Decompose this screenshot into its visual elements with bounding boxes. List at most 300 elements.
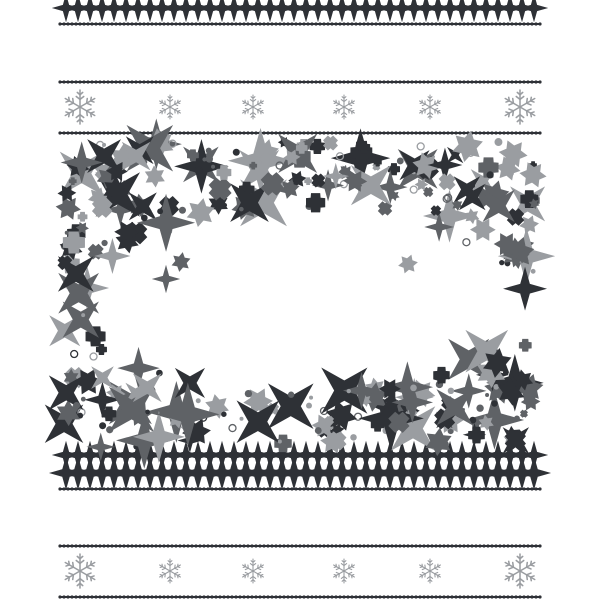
four-point-sparkle-icon <box>161 274 171 284</box>
bead-dot <box>482 22 485 25</box>
bead-dot <box>282 487 285 490</box>
bead-dot <box>238 80 241 83</box>
snowflake-icon <box>418 95 441 119</box>
bead-dot <box>254 544 257 547</box>
bead-dot <box>250 595 253 598</box>
bead-dot <box>278 544 281 547</box>
bead-dot <box>98 595 101 598</box>
bead-dot <box>474 487 477 490</box>
bead-dot <box>346 80 349 83</box>
bead-dot <box>230 487 233 490</box>
bead-dot <box>414 544 417 547</box>
bead-dot <box>266 595 269 598</box>
bead-dot <box>58 544 61 547</box>
bead-dot <box>238 131 241 134</box>
snowflake-icon <box>241 95 264 119</box>
bead-dot <box>318 487 321 490</box>
bead-dot <box>82 544 85 547</box>
ring-mark <box>417 143 424 150</box>
bead-dot <box>118 544 121 547</box>
bead-dot <box>162 595 165 598</box>
bead-dot <box>294 80 297 83</box>
bead-dot <box>270 595 273 598</box>
bead-dot <box>418 487 421 490</box>
bead-dot <box>266 487 269 490</box>
bead-dot <box>342 131 345 134</box>
bead-dot <box>82 595 85 598</box>
bead-dot <box>218 80 221 83</box>
bead-dot <box>362 544 365 547</box>
bead-dot <box>98 131 101 134</box>
bead-dot <box>350 22 353 25</box>
bead-dot <box>374 22 377 25</box>
bead-dot <box>334 80 337 83</box>
bead-dot <box>94 595 97 598</box>
bead-dot <box>226 131 229 134</box>
bead-dot <box>222 544 225 547</box>
bead-dot <box>58 80 61 83</box>
bead-dot <box>82 487 85 490</box>
bead-dot <box>178 22 181 25</box>
bead-dot <box>510 80 513 83</box>
bead-dot <box>138 595 141 598</box>
bead-dot <box>490 80 493 83</box>
bead-dot <box>374 595 377 598</box>
bead-dot <box>406 80 409 83</box>
bead-dot <box>58 131 61 134</box>
bead-dot <box>146 595 149 598</box>
bead-dot <box>250 131 253 134</box>
bead-dot <box>446 544 449 547</box>
bead-dot <box>274 80 277 83</box>
bead-dot <box>514 131 517 134</box>
bead-dot <box>354 487 357 490</box>
six-point-star-icon <box>432 434 446 449</box>
bead-dot <box>382 544 385 547</box>
bead-dot <box>74 80 77 83</box>
bead-dot <box>222 487 225 490</box>
bead-dot <box>434 22 437 25</box>
bead-dot <box>374 487 377 490</box>
bead-dot <box>94 131 97 134</box>
bead-dot <box>166 80 169 83</box>
bead-dot <box>534 80 537 83</box>
bead-dot <box>102 22 105 25</box>
bead-dot <box>406 22 409 25</box>
bead-dot <box>450 22 453 25</box>
dot-mark <box>73 402 80 409</box>
bead-dot <box>102 544 105 547</box>
bead-dot <box>462 544 465 547</box>
border-bands <box>58 3 541 599</box>
bead-dot <box>414 22 417 25</box>
bead-dot <box>86 487 89 490</box>
bead-dot <box>422 131 425 134</box>
bead-dot <box>118 595 121 598</box>
bead-dot <box>110 80 113 83</box>
dot-mark <box>494 138 502 146</box>
bead-dot <box>382 22 385 25</box>
bead-dot <box>398 595 401 598</box>
bead-dot <box>106 595 109 598</box>
bead-dot <box>62 487 65 490</box>
bead-dot <box>466 595 469 598</box>
bead-dot <box>182 487 185 490</box>
bead-dot <box>262 544 265 547</box>
six-point-star-icon <box>402 258 414 270</box>
bead-dot <box>98 544 101 547</box>
bead-dot <box>318 544 321 547</box>
dot-mark <box>101 240 107 246</box>
bead-dot <box>74 487 77 490</box>
bead-dot <box>454 487 457 490</box>
bead-dot <box>306 80 309 83</box>
bead-dot <box>206 22 209 25</box>
six-point-star-icon <box>519 252 526 260</box>
bead-dot <box>426 80 429 83</box>
bead-dot <box>74 131 77 134</box>
bead-dot <box>234 487 237 490</box>
bead-dot <box>518 22 521 25</box>
bead-dot <box>438 131 441 134</box>
bead-dot <box>310 22 313 25</box>
bead-dot <box>470 595 473 598</box>
bead-dot <box>194 487 197 490</box>
bead-dot <box>234 131 237 134</box>
bead-dot <box>262 22 265 25</box>
bead-dot <box>286 131 289 134</box>
bead-dot <box>446 80 449 83</box>
bead-dot <box>186 487 189 490</box>
bead-dot <box>526 131 529 134</box>
bead-dot <box>326 131 329 134</box>
four-point-sparkle-icon <box>54 381 78 405</box>
bead-dot <box>338 22 341 25</box>
bead-dot <box>410 544 413 547</box>
bead-dot <box>298 80 301 83</box>
bead-dot <box>314 595 317 598</box>
bead-dot <box>250 80 253 83</box>
bead-dot <box>374 80 377 83</box>
bead-dot <box>154 595 157 598</box>
bead-dot <box>510 487 513 490</box>
bead-dot <box>302 131 305 134</box>
bead-dot <box>310 595 313 598</box>
bead-dot <box>214 487 217 490</box>
six-point-star-icon <box>79 373 96 391</box>
bead-dot <box>162 487 165 490</box>
bead-dot <box>354 22 357 25</box>
six-point-star-icon <box>67 373 74 382</box>
bead-dot <box>202 595 205 598</box>
bead-dot <box>474 22 477 25</box>
dot-mark <box>239 207 244 212</box>
bead-dot <box>534 22 537 25</box>
bead-dot <box>306 595 309 598</box>
bead-dot <box>202 80 205 83</box>
dot-mark <box>295 411 300 416</box>
bead-dot <box>346 487 349 490</box>
six-point-star-icon <box>61 187 73 199</box>
bead-dot <box>530 595 533 598</box>
bead-dot <box>442 595 445 598</box>
bead-dot <box>306 22 309 25</box>
bead-dot <box>418 595 421 598</box>
bead-dot <box>66 487 69 490</box>
bead-dot <box>354 80 357 83</box>
dot-mark <box>493 384 499 390</box>
bead-dot <box>330 544 333 547</box>
bead-dot <box>114 487 117 490</box>
bead-dot <box>490 544 493 547</box>
bead-dot <box>138 487 141 490</box>
bead-dot <box>418 544 421 547</box>
bead-dot <box>378 487 381 490</box>
bead-dot <box>510 595 513 598</box>
bead-dot <box>322 544 325 547</box>
bead-dot <box>510 544 513 547</box>
bead-dot <box>458 22 461 25</box>
bead-dot <box>526 80 529 83</box>
bead-dot <box>294 595 297 598</box>
ring-mark <box>463 239 470 246</box>
bead-dot <box>330 487 333 490</box>
bead-dot <box>514 487 517 490</box>
dot-mark <box>350 434 357 441</box>
bead-dot <box>122 131 125 134</box>
bead-dot <box>178 80 181 83</box>
bead-dot <box>530 487 533 490</box>
bead-dot <box>378 80 381 83</box>
bead-dot <box>350 487 353 490</box>
bead-dot <box>526 22 529 25</box>
four-point-sparkle-icon <box>322 180 333 191</box>
bead-dot <box>242 22 245 25</box>
bead-dot <box>146 131 149 134</box>
tiny-sparkle-icon <box>528 467 540 479</box>
bead-dot <box>514 544 517 547</box>
bead-dot <box>58 595 61 598</box>
bead-dot <box>118 80 121 83</box>
bead-dot <box>178 131 181 134</box>
bead-dot <box>222 80 225 83</box>
bead-dot <box>294 544 297 547</box>
bead-dot <box>446 595 449 598</box>
bead-dot <box>370 595 373 598</box>
bead-dot <box>470 22 473 25</box>
bead-dot <box>522 80 525 83</box>
bead-dot <box>394 80 397 83</box>
bead-dot <box>154 22 157 25</box>
dot-mark <box>471 184 475 188</box>
bead-dot <box>458 80 461 83</box>
bead-dot <box>430 595 433 598</box>
bead-dot <box>494 595 497 598</box>
bead-dot <box>450 544 453 547</box>
six-point-star-icon <box>148 169 163 183</box>
bead-dot <box>234 22 237 25</box>
bead-dot <box>190 80 193 83</box>
bead-dot <box>210 80 213 83</box>
bead-dot <box>290 544 293 547</box>
bead-dot <box>338 131 341 134</box>
six-point-star-icon <box>347 173 362 189</box>
bead-dot <box>322 131 325 134</box>
bead-dot <box>310 487 313 490</box>
dot-mark <box>397 158 404 165</box>
bead-dot <box>70 131 73 134</box>
bead-dot <box>154 487 157 490</box>
bead-dot <box>402 80 405 83</box>
bead-dot <box>366 131 369 134</box>
bead-dot <box>410 487 413 490</box>
bead-dot <box>210 595 213 598</box>
bead-dot <box>122 595 125 598</box>
bead-dot <box>294 131 297 134</box>
bead-dot <box>362 487 365 490</box>
snowflake-icon <box>158 559 181 583</box>
bead-dot <box>246 487 249 490</box>
bead-dot <box>462 487 465 490</box>
dot-mark <box>485 393 489 397</box>
bead-dot <box>370 487 373 490</box>
twinkle-icon <box>519 339 531 351</box>
bead-dot <box>186 22 189 25</box>
bead-dot <box>478 80 481 83</box>
bead-dot <box>502 544 505 547</box>
bead-dot <box>210 544 213 547</box>
bead-dot <box>206 131 209 134</box>
bead-dot <box>254 80 257 83</box>
bead-dot <box>462 22 465 25</box>
bead-dot <box>142 22 145 25</box>
bead-dot <box>330 80 333 83</box>
bead-dot <box>78 595 81 598</box>
bead-dot <box>178 487 181 490</box>
bead-dot <box>482 595 485 598</box>
bead-dot <box>466 544 469 547</box>
bead-dot <box>498 487 501 490</box>
bead-dot <box>326 544 329 547</box>
bead-dot <box>238 22 241 25</box>
bead-dot <box>314 544 317 547</box>
bead-dot <box>302 595 305 598</box>
bead-dot <box>290 595 293 598</box>
bead-dot <box>206 487 209 490</box>
dot-mark <box>288 392 294 398</box>
bead-dot <box>434 131 437 134</box>
bead-dot <box>170 595 173 598</box>
bead-dot <box>498 80 501 83</box>
bead-dot <box>62 544 65 547</box>
bead-dot <box>254 487 257 490</box>
bead-dot <box>238 595 241 598</box>
bead-dot <box>386 80 389 83</box>
bead-dot <box>302 487 305 490</box>
bead-dot <box>318 131 321 134</box>
bead-dot <box>362 22 365 25</box>
four-point-sparkle-icon <box>517 281 532 296</box>
bead-dot <box>190 595 193 598</box>
bead-dot <box>370 544 373 547</box>
bead-dot <box>98 487 101 490</box>
bead-dot <box>238 544 241 547</box>
bead-dot <box>486 131 489 134</box>
bead-dot <box>190 131 193 134</box>
bead-dot <box>102 487 105 490</box>
bead-dot <box>502 80 505 83</box>
bead-dot <box>126 544 129 547</box>
bead-dot <box>366 487 369 490</box>
bead-dot <box>422 487 425 490</box>
bead-dot <box>298 595 301 598</box>
bead-dot <box>462 131 465 134</box>
dot-mark <box>306 403 312 409</box>
bead-dot <box>430 487 433 490</box>
bead-dot <box>486 595 489 598</box>
dot-mark <box>211 165 215 169</box>
bead-dot <box>526 487 529 490</box>
bead-dot <box>166 22 169 25</box>
bead-dot <box>310 80 313 83</box>
bead-dot <box>150 544 153 547</box>
bead-dot <box>130 544 133 547</box>
bead-dot <box>494 22 497 25</box>
bead-dot <box>262 80 265 83</box>
ring-mark <box>71 351 78 358</box>
bead-dot <box>366 544 369 547</box>
bead-dot <box>114 80 117 83</box>
bead-dot <box>442 544 445 547</box>
bead-dot <box>502 487 505 490</box>
bead-dot <box>482 487 485 490</box>
bead-dot <box>222 131 225 134</box>
bead-dot <box>390 80 393 83</box>
bead-dot <box>174 487 177 490</box>
bead-dot <box>522 595 525 598</box>
bead-dot <box>254 131 257 134</box>
bead-dot <box>538 80 541 83</box>
bead-dot <box>406 544 409 547</box>
bead-dot <box>386 595 389 598</box>
bead-dot <box>466 487 469 490</box>
bead-dot <box>418 131 421 134</box>
bead-dot <box>98 80 101 83</box>
bead-dot <box>410 131 413 134</box>
bead-dot <box>90 595 93 598</box>
bead-dot <box>414 80 417 83</box>
bead-dot <box>186 595 189 598</box>
bead-dot <box>338 595 341 598</box>
bead-dot <box>114 595 117 598</box>
bead-dot <box>478 487 481 490</box>
bead-dot <box>242 487 245 490</box>
bead-dot <box>278 487 281 490</box>
bead-dot <box>238 487 241 490</box>
four-point-sparkle-icon <box>243 407 273 437</box>
bead-dot <box>150 595 153 598</box>
bead-dot <box>118 131 121 134</box>
bead-dot <box>454 131 457 134</box>
bead-dot <box>198 595 201 598</box>
bead-dot <box>322 595 325 598</box>
bead-dot <box>90 487 93 490</box>
bead-dot <box>194 595 197 598</box>
bead-dot <box>342 22 345 25</box>
bead-dot <box>230 131 233 134</box>
bead-dot <box>462 80 465 83</box>
bead-dot <box>246 544 249 547</box>
